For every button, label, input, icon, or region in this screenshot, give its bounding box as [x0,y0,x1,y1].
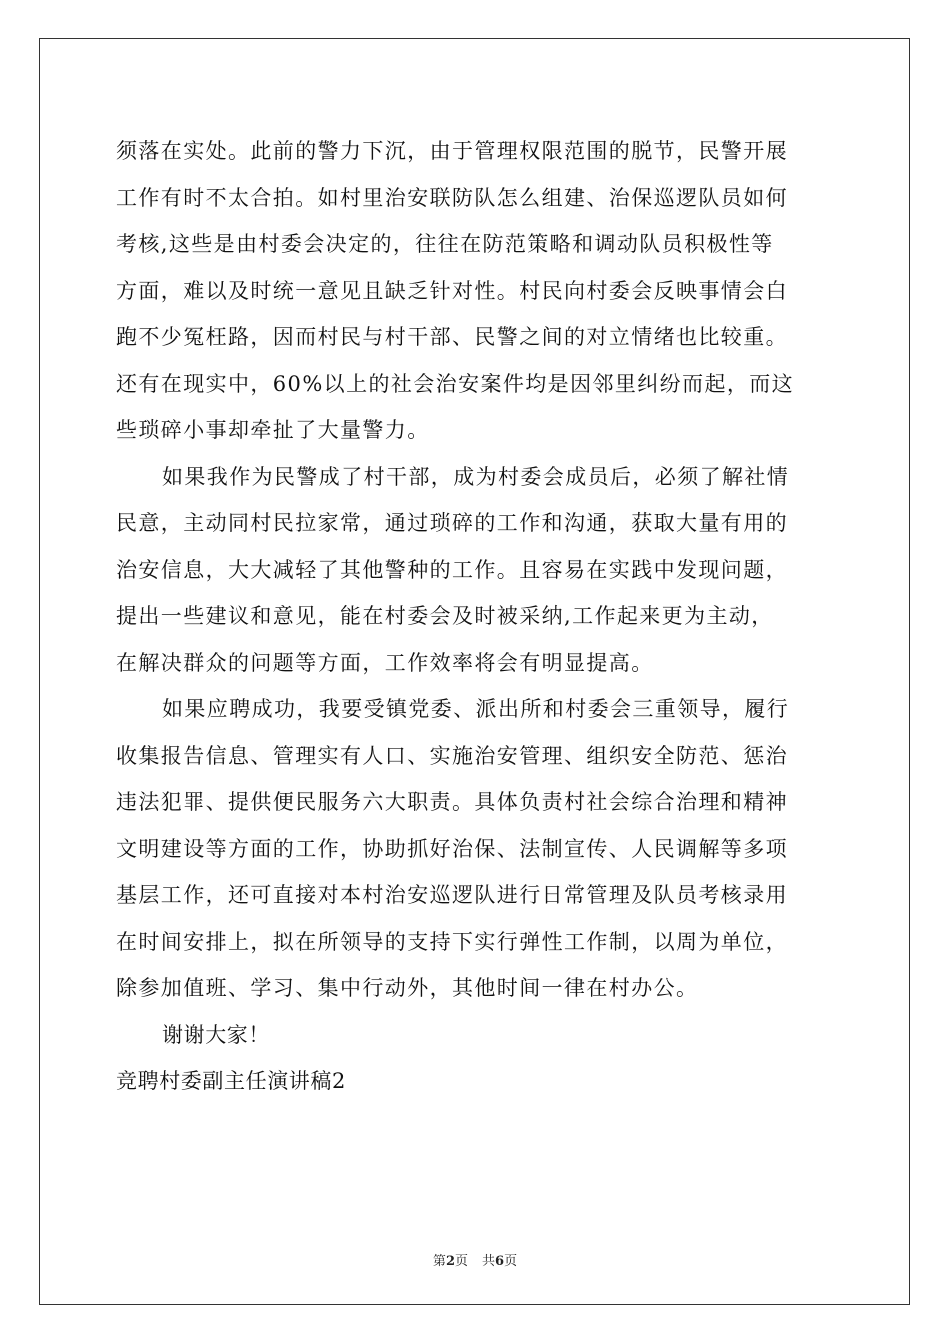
text-line: 如果应聘成功，我要受镇党委、派出所和村委会三重领导，履行 [162,697,790,721]
document-body [116,128,836,1105]
text-line: 考核,这些是由村委会决定的，往往在防范策略和调动队员积极性等 [116,232,774,256]
footer-total-suffix: 页 [504,1254,518,1269]
text-line: 除参加值班、学习、集中行动外，其他时间一律在村办公。 [116,976,699,1000]
text-line: 方面，难以及时统一意见且缺乏针对性。村民向村委会反映事情会白 [116,278,788,303]
text-line: 些琐碎小事却牵扯了大量警力。 [116,418,430,442]
paragraph-1 [116,128,836,454]
closing-line: 谢谢大家！ [162,1022,270,1047]
footer-total-prefix: 共 [482,1254,496,1269]
text-line: 收集报告信息、管理实有人口、实施治安管理、组织安全防范、惩治 [116,743,788,768]
text-line: 跑不少冤枉路，因而村民与村干部、民警之间的对立情绪也比较重。 [116,325,788,349]
footer-prefix: 第 [432,1254,446,1269]
paragraph-3 [116,686,836,1012]
text-line: 基层工作，还可直接对本村治安巡逻队进行日常管理及队员考核录用 [116,883,788,907]
page-footer [0,1250,950,1269]
text-line: 如果我作为民警成了村干部，成为村委会成员后，必须了解社情 [162,464,790,489]
text-line: 治安信息，大大减轻了其他警种的工作。且容易在实践中发现问题， [116,557,788,582]
text-line: 提出一些建议和意见，能在村委会及时被采纳,工作起来更为主动， [116,604,774,628]
text-line: 还有在现实中，60%以上的社会治安案件均是因邻里纠纷而起，而这 [116,371,795,396]
current-page-number: 2 [445,1254,455,1269]
text-line: 在解决群众的问题等方面，工作效率将会有明显提高。 [116,650,654,675]
text-line: 工作有时不太合拍。如村里治安联防队怎么组建、治保巡逻队员如何 [116,185,788,210]
text-line: 须落在实处。此前的警力下沉，由于管理权限范围的脱节，民警开展 [116,139,788,163]
text-line: 民意，主动同村民拉家常，通过琐碎的工作和沟通，获取大量有用的 [116,511,788,535]
paragraph-2 [116,454,836,687]
text-line: 文明建设等方面的工作，协助抓好治保、法制宣传、人民调解等多项 [116,836,788,861]
text-line: 在时间安排上，拟在所领导的支持下实行弹性工作制，以周为单位， [116,929,788,954]
total-pages-number: 6 [495,1254,505,1269]
footer-page-suffix: 页 [454,1254,468,1269]
text-line: 违法犯罪、提供便民服务六大职责。具体负责村社会综合治理和精神 [116,790,788,814]
next-section-title: 竞聘村委副主任演讲稿2 [116,1069,346,1093]
